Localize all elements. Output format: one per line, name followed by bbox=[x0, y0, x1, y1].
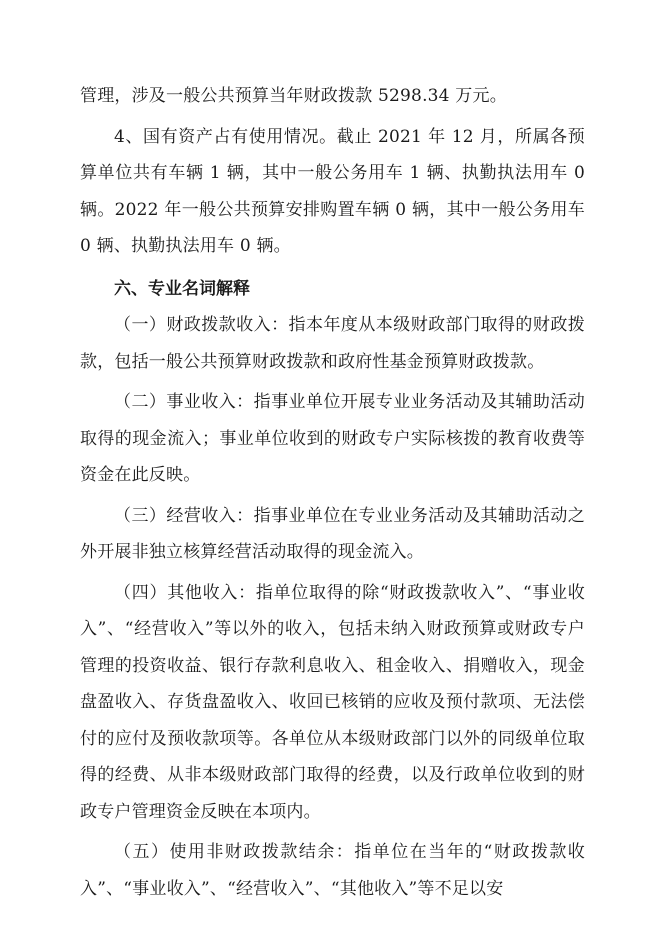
paragraph-continuation: 管理，涉及一般公共预算当年财政拨款 5298.34 万元。 bbox=[80, 86, 507, 106]
term-non-fiscal-surplus: （五）使用非财政拨款结余：指单位在当年的“财政拨款收入”、“事业收入”、“经营收入”、“其他收入”等不足以安 bbox=[80, 842, 585, 899]
term-other-income: （四）其他收入：指单位取得的除“财政拨款收入”、“事业收入”、“经营收入”等以外的收入，包括未纳入财政预算或财政专户管理的投资收益、银行存款利息收入、租金收入、捐赠收入，现金盘盈收入、存货盘盈收入、收回已核销的应收及预付款项、无法偿付的应付及预收款项等。各单位从本级财政部门以外的同级单位取得的经费、从非本级财政部门取得的经费，以及行政单位收到的财政专户管理资金反映在本项内。 bbox=[80, 582, 585, 822]
term-operating-income: （三）经营收入：指事业单位在专业业务活动及其辅助活动之外开展非独立核算经营活动取得的现金流入。 bbox=[80, 505, 585, 562]
paragraph-state-assets: 4、国有资产占有使用情况。截止 2021 年 12 月，所属各预算单位共有车辆 1 辆，其中一般公务用车 1 辆、执勤执法用车 0 辆。2022 年一般公共预算安排购置车辆 0 辆，其中一般公务用车 0 辆、执勤执法用车 0 辆。 bbox=[80, 126, 585, 256]
term-fiscal-appropriation-income: （一）财政拨款收入：指本年度从本级财政部门取得的财政拨款，包括一般公共预算财政拨款和政府性基金预算财政拨款。 bbox=[80, 315, 585, 372]
term-business-income: （二）事业收入：指事业单位开展专业业务活动及其辅助活动取得的现金流入；事业单位收到的财政专户实际核拨的教育收费等资金在此反映。 bbox=[80, 392, 585, 485]
document-page bbox=[80, 78, 585, 907]
section-heading: 六、专业名词解释 bbox=[114, 278, 250, 299]
